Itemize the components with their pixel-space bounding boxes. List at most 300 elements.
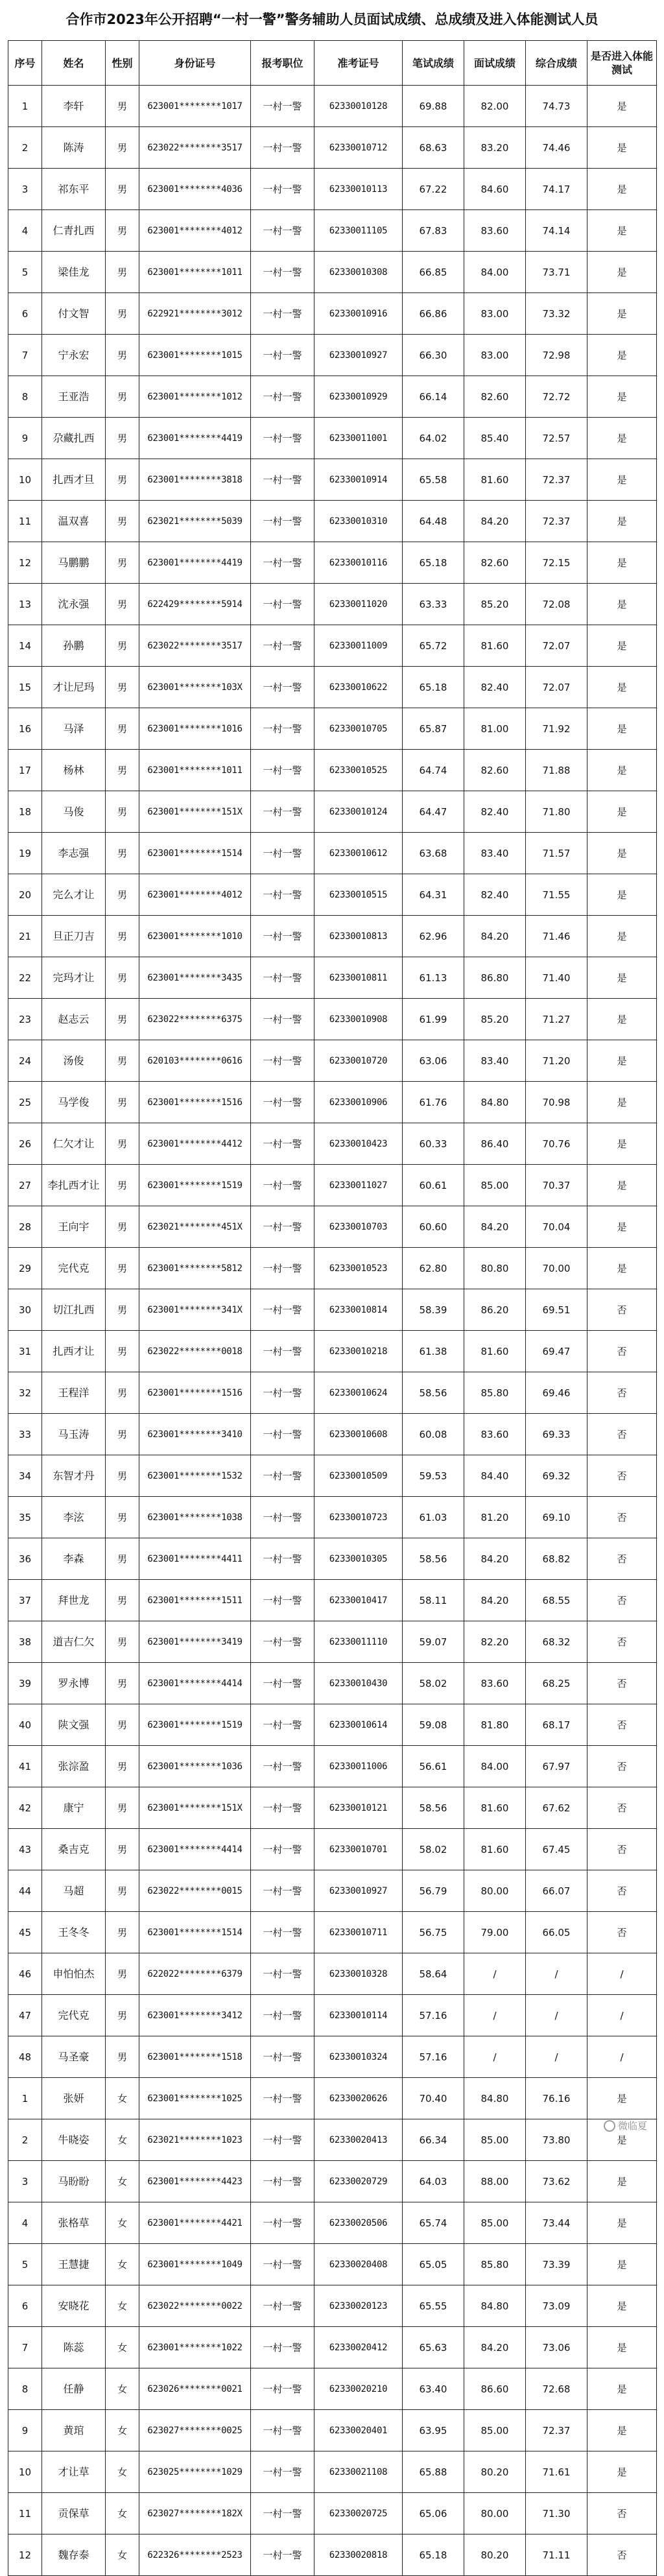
- cell-id-number: 623022********3517: [139, 625, 251, 667]
- table-row: [8, 418, 657, 459]
- cell-interview-score: 85.40: [464, 418, 526, 459]
- cell-total-score: 70.00: [526, 1248, 587, 1289]
- cell-name: 孙鹏: [42, 625, 106, 667]
- cell-position: 一村一警: [251, 2368, 314, 2410]
- cell-id-number: 623001********1036: [139, 1746, 251, 1787]
- cell-seq: 10: [8, 2451, 42, 2493]
- cell-fitness-test: 是: [587, 708, 657, 750]
- cell-total-score: 73.09: [526, 2285, 587, 2327]
- cell-written-score: 65.58: [403, 459, 464, 501]
- table-row: [8, 2161, 657, 2202]
- cell-fitness-test: 是: [587, 459, 657, 501]
- cell-name: 沈永强: [42, 584, 106, 625]
- cell-gender: 男: [106, 1995, 139, 2036]
- cell-interview-score: /: [464, 1995, 526, 2036]
- table-row: [8, 833, 657, 874]
- cell-position: 一村一警: [251, 916, 314, 957]
- watermark-text: 微临夏: [617, 2120, 647, 2132]
- table-row: [8, 2410, 657, 2451]
- cell-exam-number: 62330011105: [314, 210, 403, 252]
- table-row: [8, 667, 657, 708]
- cell-id-number: 623001********151X: [139, 1787, 251, 1829]
- cell-written-score: 63.33: [403, 584, 464, 625]
- table-row: [8, 2451, 657, 2493]
- cell-position: 一村一警: [251, 1289, 314, 1331]
- cell-written-score: 63.40: [403, 2368, 464, 2410]
- cell-written-score: 63.06: [403, 1040, 464, 1082]
- table-row: [8, 1912, 657, 1953]
- cell-interview-score: 85.00: [464, 2410, 526, 2451]
- cell-position: 一村一警: [251, 957, 314, 999]
- cell-written-score: 63.68: [403, 833, 464, 874]
- header-fitness-test: 是否进入体能测试: [587, 41, 657, 86]
- cell-position: 一村一警: [251, 1331, 314, 1372]
- cell-interview-score: 83.60: [464, 1663, 526, 1704]
- cell-id-number: 623001********4012: [139, 210, 251, 252]
- cell-interview-score: 82.20: [464, 1621, 526, 1663]
- cell-written-score: 65.55: [403, 2285, 464, 2327]
- cell-interview-score: 81.60: [464, 625, 526, 667]
- cell-gender: 女: [106, 2161, 139, 2202]
- cell-exam-number: 62330010929: [314, 376, 403, 418]
- cell-gender: 男: [106, 667, 139, 708]
- cell-interview-score: 79.00: [464, 1912, 526, 1953]
- cell-exam-number: 62330010720: [314, 1040, 403, 1082]
- cell-fitness-test: 是: [587, 1040, 657, 1082]
- cell-gender: 男: [106, 1870, 139, 1912]
- cell-name: 赵志云: [42, 999, 106, 1040]
- cell-position: 一村一警: [251, 874, 314, 916]
- cell-seq: 21: [8, 916, 42, 957]
- table-row: [8, 1538, 657, 1580]
- cell-position: 一村一警: [251, 1746, 314, 1787]
- cell-exam-number: 62330020506: [314, 2202, 403, 2244]
- cell-exam-number: 62330020626: [314, 2078, 403, 2119]
- cell-name: 旦正刀吉: [42, 916, 106, 957]
- cell-name: 陈涛: [42, 127, 106, 169]
- cell-id-number: 623001********1025: [139, 2078, 251, 2119]
- cell-gender: 男: [106, 1497, 139, 1538]
- cell-id-number: 622326********2523: [139, 2534, 251, 2576]
- table-row: [8, 1248, 657, 1289]
- cell-gender: 男: [106, 750, 139, 791]
- table-row: [8, 169, 657, 210]
- cell-interview-score: 85.80: [464, 2244, 526, 2285]
- cell-written-score: 65.18: [403, 542, 464, 584]
- cell-fitness-test: 是: [587, 542, 657, 584]
- cell-total-score: 72.08: [526, 584, 587, 625]
- cell-written-score: 65.63: [403, 2327, 464, 2368]
- cell-written-score: 66.30: [403, 335, 464, 376]
- cell-total-score: 70.98: [526, 1082, 587, 1123]
- table-row: [8, 376, 657, 418]
- cell-total-score: 67.62: [526, 1787, 587, 1829]
- cell-position: 一村一警: [251, 791, 314, 833]
- table-row: [8, 210, 657, 252]
- cell-fitness-test: 是: [587, 169, 657, 210]
- cell-seq: 27: [8, 1165, 42, 1206]
- cell-position: 一村一警: [251, 1123, 314, 1165]
- cell-total-score: 74.14: [526, 210, 587, 252]
- cell-total-score: 70.04: [526, 1206, 587, 1248]
- cell-gender: 男: [106, 127, 139, 169]
- cell-position: 一村一警: [251, 1704, 314, 1746]
- cell-fitness-test: /: [587, 2036, 657, 2078]
- table-row: [8, 1663, 657, 1704]
- cell-id-number: 623022********0018: [139, 1331, 251, 1372]
- cell-position: 一村一警: [251, 293, 314, 335]
- table-header-row: [8, 41, 657, 86]
- cell-id-number: 623022********0015: [139, 1870, 251, 1912]
- cell-exam-number: 62330010324: [314, 2036, 403, 2078]
- cell-written-score: 65.18: [403, 667, 464, 708]
- cell-exam-number: 62330010723: [314, 1497, 403, 1538]
- cell-exam-number: 62330010430: [314, 1663, 403, 1704]
- cell-id-number: 623001********103X: [139, 667, 251, 708]
- table-row: [8, 1414, 657, 1455]
- cell-id-number: 623001********4411: [139, 1538, 251, 1580]
- cell-exam-number: 62330010116: [314, 542, 403, 584]
- table-row: [8, 750, 657, 791]
- cell-id-number: 623025********1029: [139, 2451, 251, 2493]
- header-position: 报考职位: [251, 41, 314, 86]
- cell-seq: 41: [8, 1746, 42, 1787]
- cell-interview-score: 84.20: [464, 501, 526, 542]
- cell-interview-score: 86.60: [464, 2368, 526, 2410]
- cell-id-number: 623001********3435: [139, 957, 251, 999]
- table-row: [8, 501, 657, 542]
- header-interview-score: 面试成绩: [464, 41, 526, 86]
- cell-interview-score: 84.00: [464, 1746, 526, 1787]
- cell-name: 完么才让: [42, 874, 106, 916]
- cell-interview-score: 81.60: [464, 1331, 526, 1372]
- cell-seq: 3: [8, 2161, 42, 2202]
- cell-total-score: 69.10: [526, 1497, 587, 1538]
- cell-gender: 男: [106, 1331, 139, 1372]
- cell-exam-number: 62330010811: [314, 957, 403, 999]
- cell-gender: 男: [106, 335, 139, 376]
- cell-gender: 男: [106, 1082, 139, 1123]
- cell-name: 张妍: [42, 2078, 106, 2119]
- cell-name: 李泫: [42, 1497, 106, 1538]
- cell-exam-number: 62330010328: [314, 1953, 403, 1995]
- cell-seq: 7: [8, 2327, 42, 2368]
- cell-name: 申怕怕杰: [42, 1953, 106, 1995]
- cell-exam-number: 62330010927: [314, 335, 403, 376]
- cell-total-score: 70.76: [526, 1123, 587, 1165]
- cell-gender: 男: [106, 252, 139, 293]
- cell-total-score: 72.57: [526, 418, 587, 459]
- cell-written-score: 65.88: [403, 2451, 464, 2493]
- table-row: [8, 2368, 657, 2410]
- cell-name: 拜世龙: [42, 1580, 106, 1621]
- cell-position: 一村一警: [251, 1953, 314, 1995]
- cell-gender: 男: [106, 210, 139, 252]
- cell-gender: 男: [106, 1040, 139, 1082]
- cell-name: 任静: [42, 2368, 106, 2410]
- cell-name: 马超: [42, 1870, 106, 1912]
- cell-total-score: 66.07: [526, 1870, 587, 1912]
- cell-gender: 男: [106, 1165, 139, 1206]
- cell-written-score: 58.56: [403, 1787, 464, 1829]
- cell-seq: 14: [8, 625, 42, 667]
- table-row: [8, 1746, 657, 1787]
- cell-written-score: 57.16: [403, 1995, 464, 2036]
- cell-seq: 48: [8, 2036, 42, 2078]
- cell-name: 切江扎西: [42, 1289, 106, 1331]
- cell-name: 张格草: [42, 2202, 106, 2244]
- cell-position: 一村一警: [251, 1165, 314, 1206]
- cell-seq: 29: [8, 1248, 42, 1289]
- cell-seq: 18: [8, 791, 42, 833]
- table-row: [8, 1165, 657, 1206]
- cell-written-score: 67.22: [403, 169, 464, 210]
- cell-fitness-test: 是: [587, 2285, 657, 2327]
- table-row: [8, 874, 657, 916]
- cell-interview-score: 82.40: [464, 874, 526, 916]
- cell-position: 一村一警: [251, 2078, 314, 2119]
- cell-total-score: 69.51: [526, 1289, 587, 1331]
- cell-position: 一村一警: [251, 1995, 314, 2036]
- cell-exam-number: 62330020725: [314, 2493, 403, 2534]
- cell-fitness-test: 是: [587, 1248, 657, 1289]
- cell-exam-number: 62330020412: [314, 2327, 403, 2368]
- cell-gender: 男: [106, 1538, 139, 1580]
- cell-id-number: 623027********0025: [139, 2410, 251, 2451]
- cell-total-score: 74.17: [526, 169, 587, 210]
- cell-gender: 男: [106, 1123, 139, 1165]
- cell-interview-score: 84.80: [464, 2285, 526, 2327]
- header-seq: 序号: [8, 41, 42, 86]
- cell-position: 一村一警: [251, 376, 314, 418]
- cell-seq: 26: [8, 1123, 42, 1165]
- cell-position: 一村一警: [251, 1497, 314, 1538]
- cell-exam-number: 62330010515: [314, 874, 403, 916]
- cell-name: 黄琯: [42, 2410, 106, 2451]
- cell-seq: 9: [8, 2410, 42, 2451]
- header-id-number: 身份证号: [139, 41, 251, 86]
- header-total-score: 综合成绩: [526, 41, 587, 86]
- cell-fitness-test: 是: [587, 2327, 657, 2368]
- cell-fitness-test: 否: [587, 1289, 657, 1331]
- table-row: [8, 86, 657, 127]
- table-row: [8, 459, 657, 501]
- table-row: [8, 1580, 657, 1621]
- cell-interview-score: 81.20: [464, 1497, 526, 1538]
- cell-written-score: 67.83: [403, 210, 464, 252]
- cell-gender: 男: [106, 86, 139, 127]
- cell-total-score: /: [526, 1953, 587, 1995]
- cell-fitness-test: 否: [587, 1912, 657, 1953]
- cell-id-number: 623001********4012: [139, 874, 251, 916]
- cell-seq: 47: [8, 1995, 42, 2036]
- cell-fitness-test: 是: [587, 791, 657, 833]
- cell-exam-number: 62330010908: [314, 999, 403, 1040]
- cell-total-score: 71.27: [526, 999, 587, 1040]
- cell-written-score: 65.74: [403, 2202, 464, 2244]
- cell-interview-score: 84.20: [464, 916, 526, 957]
- cell-gender: 女: [106, 2285, 139, 2327]
- cell-seq: 1: [8, 86, 42, 127]
- cell-name: 祁东平: [42, 169, 106, 210]
- cell-fitness-test: 是: [587, 750, 657, 791]
- cell-total-score: 72.15: [526, 542, 587, 584]
- cell-total-score: 66.05: [526, 1912, 587, 1953]
- cell-fitness-test: 否: [587, 1414, 657, 1455]
- cell-written-score: 56.75: [403, 1912, 464, 1953]
- cell-fitness-test: 否: [587, 1746, 657, 1787]
- cell-position: 一村一警: [251, 1870, 314, 1912]
- cell-interview-score: 86.80: [464, 957, 526, 999]
- cell-position: 一村一警: [251, 127, 314, 169]
- cell-interview-score: 81.60: [464, 459, 526, 501]
- table-row: [8, 2327, 657, 2368]
- cell-fitness-test: 是: [587, 335, 657, 376]
- cell-seq: 43: [8, 1829, 42, 1870]
- cell-written-score: 60.08: [403, 1414, 464, 1455]
- cell-seq: 1: [8, 2078, 42, 2119]
- cell-name: 王冬冬: [42, 1912, 106, 1953]
- cell-gender: 男: [106, 1372, 139, 1414]
- cell-gender: 女: [106, 2534, 139, 2576]
- cell-total-score: 74.46: [526, 127, 587, 169]
- cell-interview-score: 83.00: [464, 335, 526, 376]
- cell-total-score: /: [526, 2036, 587, 2078]
- cell-written-score: 64.02: [403, 418, 464, 459]
- cell-fitness-test: 是: [587, 1206, 657, 1248]
- cell-interview-score: 84.20: [464, 1538, 526, 1580]
- cell-exam-number: 62330020401: [314, 2410, 403, 2451]
- cell-seq: 40: [8, 1704, 42, 1746]
- cell-written-score: 61.38: [403, 1331, 464, 1372]
- cell-seq: 28: [8, 1206, 42, 1248]
- cell-id-number: 623001********4414: [139, 1829, 251, 1870]
- cell-seq: 24: [8, 1040, 42, 1082]
- cell-total-score: 71.11: [526, 2534, 587, 2576]
- cell-name: 贡保草: [42, 2493, 106, 2534]
- cell-total-score: 71.30: [526, 2493, 587, 2534]
- cell-fitness-test: 是: [587, 252, 657, 293]
- cell-seq: 34: [8, 1455, 42, 1497]
- cell-seq: 9: [8, 418, 42, 459]
- cell-seq: 30: [8, 1289, 42, 1331]
- cell-fitness-test: 否: [587, 1829, 657, 1870]
- cell-position: 一村一警: [251, 625, 314, 667]
- cell-name: 温双喜: [42, 501, 106, 542]
- cell-gender: 女: [106, 2368, 139, 2410]
- cell-gender: 男: [106, 169, 139, 210]
- table-row: [8, 335, 657, 376]
- cell-fitness-test: 否: [587, 1580, 657, 1621]
- cell-written-score: 58.02: [403, 1663, 464, 1704]
- cell-seq: 4: [8, 2202, 42, 2244]
- cell-interview-score: 84.40: [464, 1455, 526, 1497]
- cell-written-score: 65.87: [403, 708, 464, 750]
- cell-exam-number: 62330010624: [314, 1372, 403, 1414]
- cell-fitness-test: 否: [587, 1372, 657, 1414]
- table-row: [8, 1787, 657, 1829]
- cell-position: 一村一警: [251, 2202, 314, 2244]
- cell-seq: 39: [8, 1663, 42, 1704]
- cell-total-score: 72.37: [526, 459, 587, 501]
- cell-id-number: 623001********4412: [139, 1123, 251, 1165]
- cell-exam-number: 62330010523: [314, 1248, 403, 1289]
- cell-written-score: 61.76: [403, 1082, 464, 1123]
- cell-interview-score: 83.00: [464, 293, 526, 335]
- cell-interview-score: 82.60: [464, 750, 526, 791]
- cell-seq: 33: [8, 1414, 42, 1455]
- cell-written-score: 68.63: [403, 127, 464, 169]
- table-row: [8, 957, 657, 999]
- cell-exam-number: 62330011110: [314, 1621, 403, 1663]
- cell-written-score: 58.56: [403, 1538, 464, 1580]
- cell-name: 王向宇: [42, 1206, 106, 1248]
- cell-interview-score: 85.80: [464, 1372, 526, 1414]
- cell-fitness-test: 否: [587, 1331, 657, 1372]
- table-row: [8, 2534, 657, 2576]
- cell-fitness-test: 是: [587, 833, 657, 874]
- cell-id-number: 623001********1011: [139, 252, 251, 293]
- cell-name: 付文智: [42, 293, 106, 335]
- cell-exam-number: 62330010509: [314, 1455, 403, 1497]
- cell-fitness-test: 是: [587, 376, 657, 418]
- cell-total-score: 68.82: [526, 1538, 587, 1580]
- cell-name: 才让尼玛: [42, 667, 106, 708]
- cell-position: 一村一警: [251, 2451, 314, 2493]
- table-row: [8, 2119, 657, 2161]
- cell-fitness-test: 否: [587, 1787, 657, 1829]
- cell-exam-number: 62330010612: [314, 833, 403, 874]
- cell-name: 完代克: [42, 1995, 106, 2036]
- cell-interview-score: 80.00: [464, 1870, 526, 1912]
- cell-exam-number: 62330010914: [314, 459, 403, 501]
- table-row: [8, 1206, 657, 1248]
- cell-exam-number: 62330010622: [314, 667, 403, 708]
- cell-name: 马俊: [42, 791, 106, 833]
- cell-name: 仁青扎西: [42, 210, 106, 252]
- cell-written-score: 59.53: [403, 1455, 464, 1497]
- cell-written-score: 56.79: [403, 1870, 464, 1912]
- cell-written-score: 70.40: [403, 2078, 464, 2119]
- cell-exam-number: 62330010701: [314, 1829, 403, 1870]
- cell-seq: 20: [8, 874, 42, 916]
- cell-written-score: 58.11: [403, 1580, 464, 1621]
- cell-interview-score: 83.40: [464, 833, 526, 874]
- cell-written-score: 60.61: [403, 1165, 464, 1206]
- cell-exam-number: 62330020408: [314, 2244, 403, 2285]
- cell-total-score: 72.07: [526, 625, 587, 667]
- cell-id-number: 623001********3818: [139, 459, 251, 501]
- cell-id-number: 623026********0021: [139, 2368, 251, 2410]
- cell-id-number: 623022********0022: [139, 2285, 251, 2327]
- cell-exam-number: 62330010218: [314, 1331, 403, 1372]
- cell-exam-number: 62330010124: [314, 791, 403, 833]
- cell-exam-number: 62330011009: [314, 625, 403, 667]
- cell-id-number: 623001********1516: [139, 1082, 251, 1123]
- cell-total-score: 73.44: [526, 2202, 587, 2244]
- cell-total-score: 67.97: [526, 1746, 587, 1787]
- cell-written-score: 61.99: [403, 999, 464, 1040]
- cell-name: 汤俊: [42, 1040, 106, 1082]
- cell-written-score: 66.86: [403, 293, 464, 335]
- cell-id-number: 623001********1017: [139, 86, 251, 127]
- cell-exam-number: 62330010813: [314, 916, 403, 957]
- cell-id-number: 623021********451X: [139, 1206, 251, 1248]
- cell-interview-score: /: [464, 1953, 526, 1995]
- cell-gender: 男: [106, 999, 139, 1040]
- cell-seq: 25: [8, 1082, 42, 1123]
- cell-position: 一村一警: [251, 459, 314, 501]
